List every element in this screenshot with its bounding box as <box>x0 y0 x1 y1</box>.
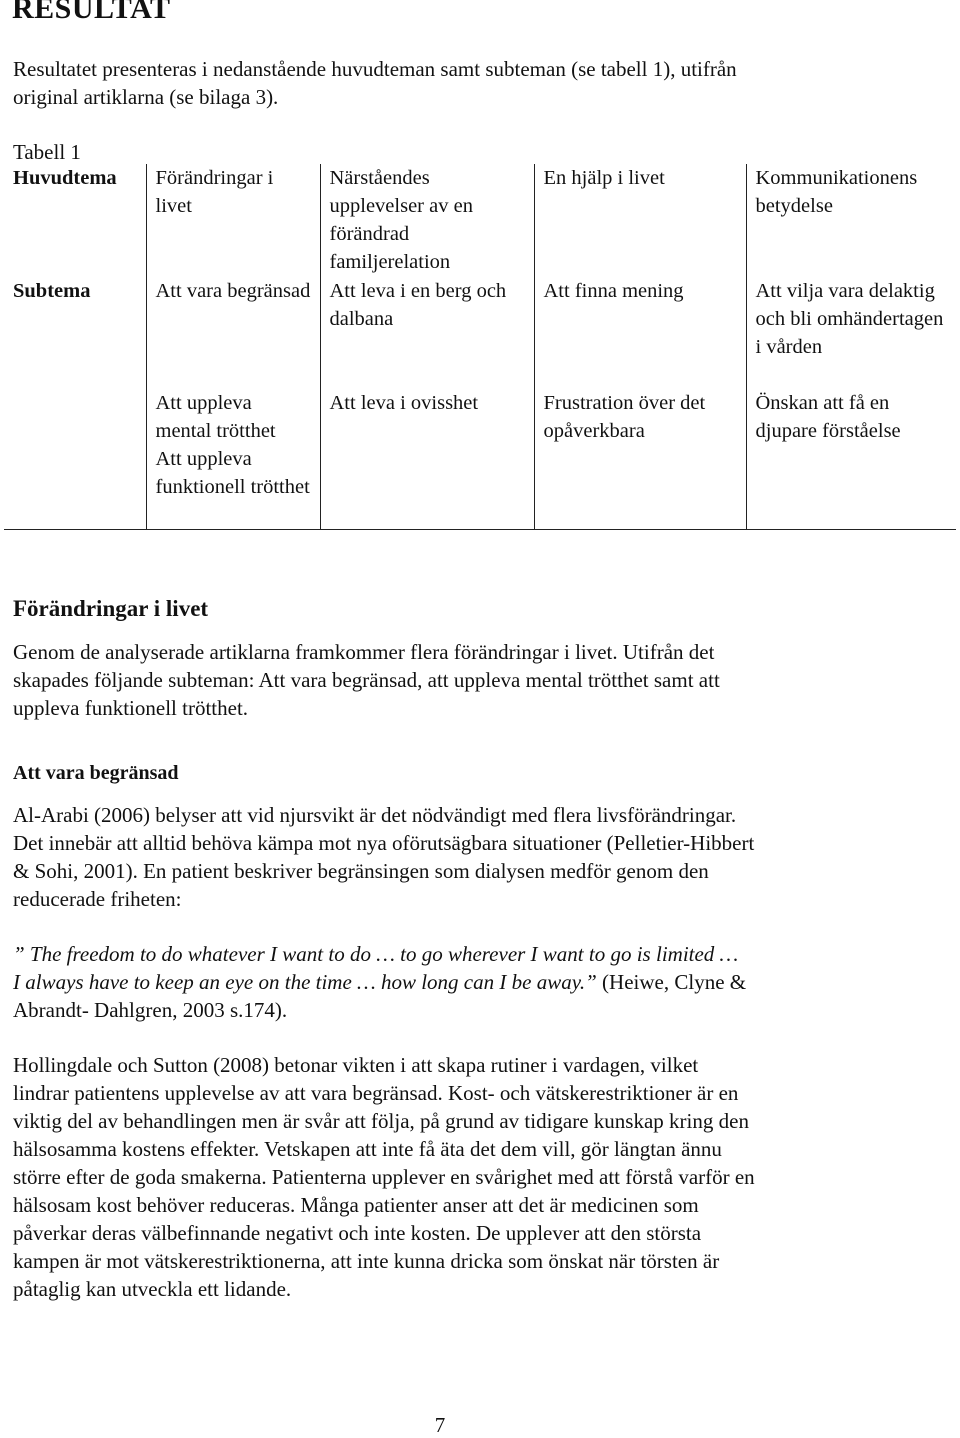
table-row-sub-1 <box>4 277 956 389</box>
quote-text: I always have to keep an eye on the time … how long can I be away.” <box>13 970 597 994</box>
section-line-1: Genom de analyserade artiklarna framkommer flera förändringar i livet. Utifrån det <box>13 640 715 664</box>
page-heading: RESULTAT <box>12 0 171 25</box>
quote-citation: (Heiwe, Clyne & <box>596 970 747 994</box>
para2-line-7: påverkar deras välbefinnande negativt och inte kosten. De upplever att den största <box>13 1221 702 1245</box>
quote-line-3: Abrandt- Dahlgren, 2003 s.174). <box>13 998 288 1022</box>
para1-line-2: Det innebär att alltid behöva kämpa mot nya oförutsägbara situationer (Pelletier-Hibbert <box>13 831 755 855</box>
intro-line-1: Resultatet presenteras i nedanstående huvudteman samt subteman (se tabell 1), utifrån <box>13 57 737 81</box>
row-label-sub: Subtema <box>4 277 146 389</box>
table-row-main <box>4 164 956 277</box>
para2-line-9: påtaglig kan utveckla ett lidande. <box>13 1277 292 1301</box>
quote-line-2 <box>13 968 746 996</box>
empty-cell <box>4 445 146 530</box>
section-title: Förändringar i livet <box>13 596 209 621</box>
table-caption: Tabell 1 <box>13 140 81 164</box>
subtheme-cell: Att uppleva funktionell trötthet <box>146 445 320 530</box>
para2-line-5: större efter de goda smakerna. Patienterna upplever en svårighet med att förstå varför en <box>13 1165 755 1189</box>
para1-line-3: & Sohi, 2001). En patient beskriver begränsingen som dialysen medför genom den <box>13 859 709 883</box>
para2-line-3: viktig del av behandlingen men är svår att följa, på grund av tidigare kunskap kring den <box>13 1109 749 1133</box>
para1-line-4: reducerade friheten: <box>13 887 182 911</box>
table-row-sub-2 <box>4 389 956 445</box>
page-number: 7 <box>434 1413 446 1437</box>
subtheme-cell: Att uppleva mental trötthet <box>146 389 320 445</box>
main-theme-1: Förändringar i livet <box>146 164 320 277</box>
section-line-2: skapades följande subteman: Att vara begränsad, att uppleva mental trötthet samt att <box>13 668 720 692</box>
section-line-3: uppleva funktionell trötthet. <box>13 696 249 720</box>
para2-line-1: Hollingdale och Sutton (2008) betonar vikten i att skapa rutiner i vardagen, vilket <box>13 1053 699 1077</box>
subsection-title: Att vara begränsad <box>13 762 179 784</box>
intro-line-2: original artiklarna (se bilaga 3). <box>13 85 279 109</box>
subtheme-cell <box>746 445 956 530</box>
row-label-main: Huvudtema <box>4 164 146 277</box>
subtheme-cell <box>534 445 746 530</box>
subtheme-cell: Att vara begränsad <box>146 277 320 389</box>
para1-line-1: Al-Arabi (2006) belyser att vid njursvikt är det nödvändigt med flera livsförändringar. <box>13 803 737 827</box>
main-theme-4: Kommunikationens betydelse <box>755 167 918 217</box>
empty-cell <box>4 389 146 445</box>
quote-line-1: ” The freedom to do whatever I want to do … to go wherever I want to go is limited … <box>13 942 739 966</box>
subtheme-cell: Att vilja vara delaktig och bli omhändertagen i vården <box>755 280 944 358</box>
subtheme-cell: Önskan att få en djupare förståelse <box>755 392 901 442</box>
subtheme-cell: Att finna mening <box>534 277 746 389</box>
themes-table <box>4 164 956 530</box>
para2-line-4: hälsosamma kostens effekter. Vetskapen att inte få äta det dem vill, gör längtan ännu <box>13 1137 722 1161</box>
para2-line-8: kampen är mot vätskerestriktionerna, att inte kunna dricka som önskat när törsten är <box>13 1249 720 1273</box>
main-theme-2: Närståendes upplevelser av en förändrad familjerelation <box>320 164 534 277</box>
table-row-sub-3 <box>4 445 956 530</box>
subtheme-cell: Frustration över det opåverkbara <box>534 389 746 445</box>
para2-line-2: lindrar patientens upplevelse av att vara begränsad. Kost- och vätskerestriktioner är en <box>13 1081 739 1105</box>
para2-line-6: hälsosam kost behöver reduceras. Många patienter anser att det är medicinen som <box>13 1193 699 1217</box>
main-theme-3: En hjälp i livet <box>534 164 746 277</box>
subtheme-cell <box>320 445 534 530</box>
subtheme-cell: Att leva i en berg och dalbana <box>320 277 534 389</box>
subtheme-cell: Att leva i ovisshet <box>320 389 534 445</box>
